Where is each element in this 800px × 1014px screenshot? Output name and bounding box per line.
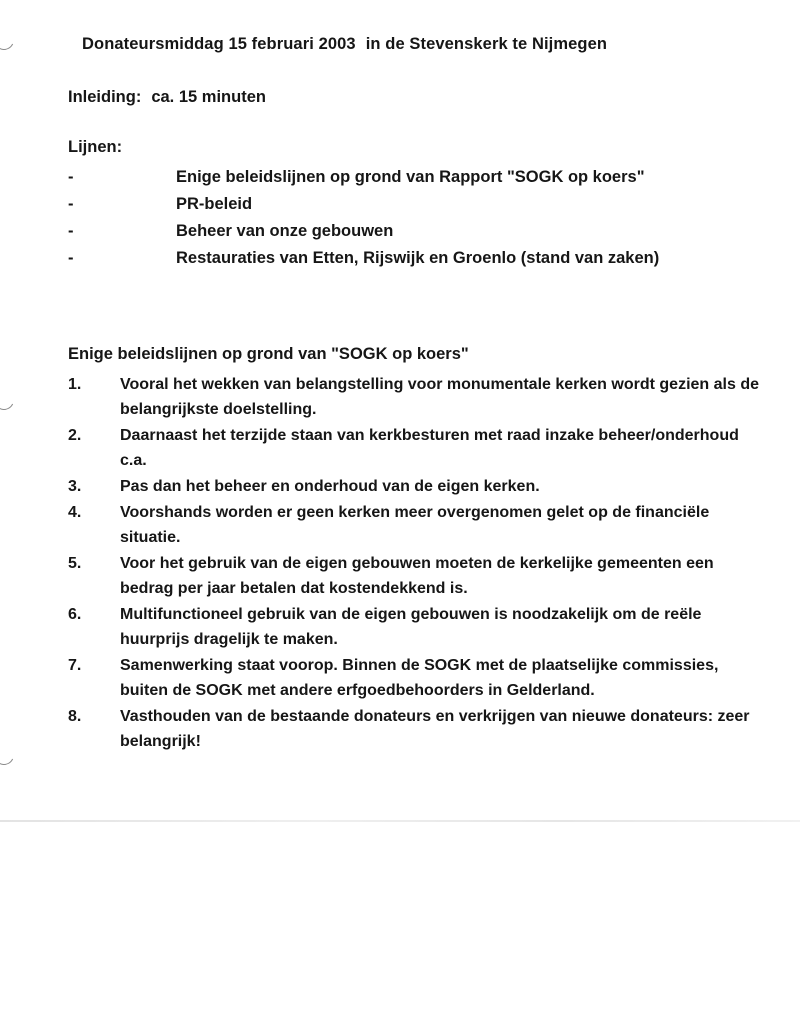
policy-item (68, 602, 768, 652)
policy-item-text: Multifunctioneel gebruik van de eigen gebouwen is noodzakelijk om de reële huurprijs dragelijk te maken. (120, 606, 702, 648)
title-location: in de Stevenskerk te Nijmegen (365, 35, 608, 53)
policy-item-text: Vooral het wekken van belangstelling voor monumentale kerken wordt gezien als de belangrijkste doelstelling. (120, 376, 759, 418)
policy-item-number: 1. (68, 376, 82, 393)
title-event: Donateursmiddag 15 februari 2003 (82, 35, 356, 53)
policy-item (68, 704, 768, 754)
punch-hole-mark (0, 387, 17, 413)
list-item (68, 192, 758, 217)
policy-item-number: 2. (68, 427, 82, 444)
intro-line (68, 88, 266, 107)
policy-item (68, 372, 768, 422)
bullet-marker: - (68, 168, 74, 186)
list-item (68, 246, 758, 271)
bullet-marker: - (68, 249, 74, 267)
policy-item-number: 6. (68, 606, 82, 623)
policy-item-text: Samenwerking staat voorop. Binnen de SOGK met de plaatselijke commissies, buiten de SOGK met andere erfgoedbehoorders in Gelderland. (120, 657, 719, 699)
policy-list (68, 372, 768, 755)
policy-item (68, 423, 768, 473)
policy-item-number: 8. (68, 708, 82, 725)
policy-item-number: 7. (68, 657, 82, 674)
lines-list (68, 165, 758, 273)
list-item (68, 165, 758, 190)
policy-item (68, 474, 768, 499)
punch-hole-mark (0, 27, 17, 53)
bullet-marker: - (68, 195, 74, 213)
intro-label: Inleiding: (68, 88, 142, 106)
policy-item (68, 551, 768, 601)
list-item-text: Restauraties van Etten, Rijswijk en Groenlo (stand van zaken) (176, 249, 660, 267)
list-item-text: Beheer van onze gebouwen (176, 222, 394, 240)
policy-item (68, 653, 768, 703)
intro-duration: ca. 15 minuten (151, 88, 266, 106)
page-fold-divider (0, 820, 800, 822)
policy-item-number: 4. (68, 504, 82, 521)
policy-item (68, 500, 768, 550)
punch-hole-mark (0, 742, 17, 768)
policy-item-text: Pas dan het beheer en onderhoud van de eigen kerken. (120, 478, 540, 495)
policy-item-text: Daarnaast het terzijde staan van kerkbesturen met raad inzake beheer/onderhoud c.a. (120, 427, 739, 469)
policy-heading: Enige beleidslijnen op grond van "SOGK op koers" (68, 345, 469, 363)
page-title (82, 35, 607, 54)
list-item (68, 219, 758, 244)
policy-item-text: Voorshands worden er geen kerken meer overgenomen gelet op de financiële situatie. (120, 504, 710, 546)
list-item-text: Enige beleidslijnen op grond van Rapport "SOGK op koers" (176, 168, 645, 186)
list-item-text: PR-beleid (176, 195, 253, 213)
policy-item-text: Vasthouden van de bestaande donateurs en verkrijgen van nieuwe donateurs: zeer belangrijk! (120, 708, 750, 750)
policy-item-text: Voor het gebruik van de eigen gebouwen moeten de kerkelijke gemeenten een bedrag per jaar betalen dat kostendekkend is. (120, 555, 714, 597)
policy-item-number: 3. (68, 478, 82, 495)
lines-heading: Lijnen: (68, 138, 123, 156)
policy-item-number: 5. (68, 555, 82, 572)
bullet-marker: - (68, 222, 74, 240)
